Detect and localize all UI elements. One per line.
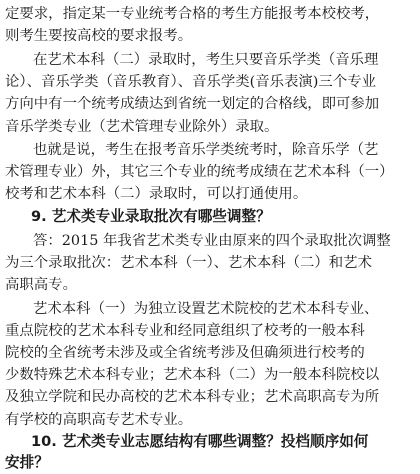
text-line: 院校的全省统考未涉及或全省统考涉及但确须进行校考的 <box>5 345 365 361</box>
text-line: 方向中有一个统考成绩达到省统一划定的合格线，即可参加 <box>5 96 380 112</box>
question-heading-continued: 安排？ <box>5 454 49 471</box>
text-line: 校考和艺术本科（二）录取时，可以打通使用。 <box>5 186 308 202</box>
answer-start-line: 答：2015 年我省艺术类专业由原来的四个录取批次调整 <box>33 233 391 249</box>
text-line: 为三个录取批次：艺术本科（一）、艺术本科（二）和艺术 <box>5 255 372 271</box>
text-line: 术管理专业）外，其它三个专业的统考成绩在艺术本科（一） <box>5 164 394 180</box>
text-line: 论）、音乐学类（音乐教育）、音乐学类(音乐表演)三个专业 <box>5 74 376 90</box>
text-line: 高职高专。 <box>5 277 77 293</box>
question-heading: 9. 艺术类专业录取批次有哪些调整？ <box>31 208 271 225</box>
text-line: 及独立学院和民办高校的艺术本科专业；艺术高职高专为所 <box>5 389 380 405</box>
text-line: 重点院校的艺术本科专业和经同意组织了校考的一般本科 <box>5 323 365 339</box>
paragraph-start-line: 在艺术本科（二）录取时，考生只要音乐学类（音乐理 <box>33 52 379 68</box>
text-line: 音乐学类专业（艺术管理专业除外）录取。 <box>5 119 279 135</box>
text-line: 少数特殊艺术本科专业；艺术本科（二）为一般本科院校以 <box>5 367 380 383</box>
text-line: 定要求，指定某一专业统考合格的考生方能报考本校校考， <box>5 6 380 22</box>
text-line: 有学校的高职高专艺术专业。 <box>5 412 193 428</box>
paragraph-start-line: 也就是说，考生在报考音乐学类统考时，除音乐学（艺 <box>33 142 379 158</box>
paragraph-start-line: 艺术本科（一）为独立设置艺术院校的艺术本科专业、 <box>33 301 379 317</box>
text-line: 则考生要按高校的要求报考。 <box>5 28 193 44</box>
question-heading: 10. 艺术类专业志愿结构有哪些调整？投档顺序如何 <box>31 433 369 450</box>
